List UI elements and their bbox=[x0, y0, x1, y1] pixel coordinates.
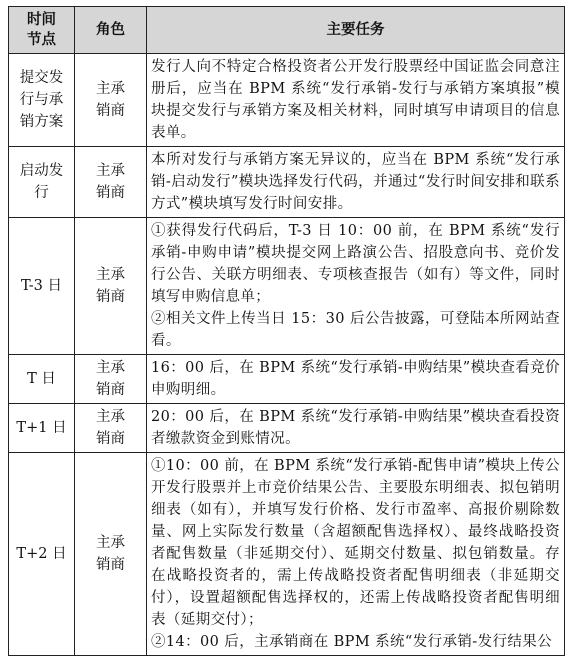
table-body bbox=[9, 54, 565, 656]
main-task-cell bbox=[147, 453, 565, 656]
role-text: 主承 bbox=[96, 535, 125, 551]
header-role: 角色 bbox=[75, 7, 147, 54]
time-node-text: 启动发 bbox=[19, 163, 64, 179]
role-cell bbox=[75, 453, 147, 656]
time-node-cell bbox=[9, 404, 75, 453]
time-node-text: 提交发 bbox=[19, 70, 64, 86]
task-paragraph: 20：00 后，在 BPM 系统“发行承销-申购结果”模块查看投资者缴款资金到账情况。 bbox=[151, 409, 560, 447]
main-task-cell bbox=[147, 404, 565, 453]
header-time-line1: 时间 bbox=[27, 11, 56, 28]
role-text: 主承 bbox=[96, 267, 125, 283]
table-header-row bbox=[9, 7, 565, 54]
table-row bbox=[9, 453, 565, 656]
time-node-text: T 日 bbox=[27, 371, 56, 387]
role-cell bbox=[75, 218, 147, 355]
main-task-cell bbox=[147, 355, 565, 404]
main-task-cell bbox=[147, 54, 565, 147]
main-task-cell bbox=[147, 147, 565, 218]
table-row bbox=[9, 218, 565, 355]
task-paragraph: 发行人向不特定合格投资者公开发行股票经中国证监会同意注册后，应当在 BPM 系统“发行承销-发行与承销方案填报”模块提交发行与承销方案及相关材料，同时填写申请项目的信息表单。 bbox=[151, 59, 560, 141]
table-row bbox=[9, 404, 565, 453]
role-cell bbox=[75, 355, 147, 404]
time-node-cell bbox=[9, 218, 75, 355]
main-task-cell bbox=[147, 218, 565, 355]
task-paragraph: ①获得发行代码后，T-3 日 10：00 前，在 BPM 系统“发行承销-申购申请”模块提交网上路演公告、招股意向书、竞价发行公告、关联方明细表、专项核查报告（如有）等文件，同时填写申购信息单； bbox=[151, 223, 560, 305]
time-node-cell bbox=[9, 54, 75, 147]
time-node-text: T-3 日 bbox=[20, 278, 63, 294]
task-paragraph: ②相关文件上传当日 15：30 后公告披露，可登陆本所网站查看。 bbox=[151, 311, 560, 349]
time-node-text: 行与承 bbox=[19, 92, 64, 108]
role-text: 主承 bbox=[96, 409, 125, 425]
header-time-node bbox=[9, 7, 75, 54]
time-node-text: T+1 日 bbox=[16, 420, 67, 436]
role-cell bbox=[75, 54, 147, 147]
table-row bbox=[9, 355, 565, 404]
time-node-cell bbox=[9, 355, 75, 404]
role-text: 主承 bbox=[96, 360, 125, 376]
time-node-text: 行 bbox=[34, 185, 49, 201]
time-node-text: T+2 日 bbox=[16, 546, 67, 562]
time-node-text: 销方案 bbox=[19, 114, 64, 130]
role-text: 主承 bbox=[96, 163, 125, 179]
time-node-cell bbox=[9, 147, 75, 218]
table-row bbox=[9, 54, 565, 147]
role-text: 销商 bbox=[96, 289, 125, 305]
role-text: 销商 bbox=[96, 382, 125, 398]
role-text: 销商 bbox=[96, 103, 125, 119]
header-main-tasks: 主要任务 bbox=[147, 7, 565, 54]
issuance-task-table bbox=[8, 6, 565, 656]
role-text: 销商 bbox=[96, 185, 125, 201]
role-text: 销商 bbox=[96, 431, 125, 447]
role-text: 销商 bbox=[96, 557, 125, 573]
table-row bbox=[9, 147, 565, 218]
role-cell bbox=[75, 404, 147, 453]
task-paragraph: ①10：00 前，在 BPM 系统“发行承销-配售申请”模块上传公开发行股票并上市竞价结果公告、主要股东明细表、拟包销明细表（如有），并填写发行价格、发行市盈率、高报价剔除数量、网上实际发行数量（含超额配售选择权）、最终战略投资者配售数量（非延期交付）、延期交付数量、拟包销数量。存在战略投资者的，需上传战略投资者配售明细表（非延期交付），设置超额配售选择权的，还需上传战略投资者配售明细表（延期交付）； bbox=[151, 458, 560, 628]
role-text: 主承 bbox=[96, 81, 125, 97]
role-cell bbox=[75, 147, 147, 218]
header-time-line2: 节点 bbox=[27, 31, 56, 48]
task-paragraph: ②14：00 后，主承销商在 BPM 系统“发行承销-发行结果公 bbox=[151, 634, 553, 650]
time-node-cell bbox=[9, 453, 75, 656]
task-paragraph: 本所对发行与承销方案无异议的，应当在 BPM 系统“发行承销-启动发行”模块选择发行代码，并通过“发行时间安排和联系方式”模块填写发行时间安排。 bbox=[151, 152, 560, 212]
task-paragraph: 16：00 后，在 BPM 系统“发行承销-申购结果”模块查看竞价申购明细。 bbox=[151, 360, 560, 398]
